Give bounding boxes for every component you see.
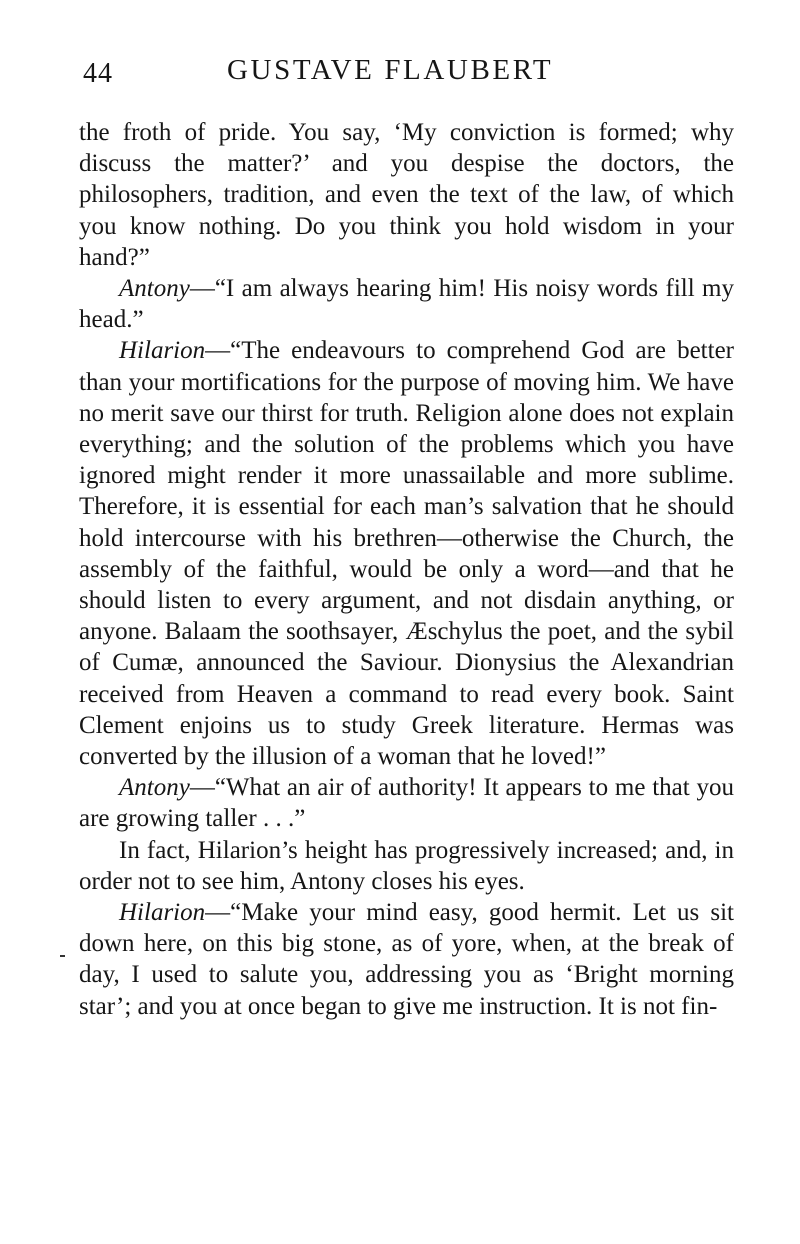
speaker-name: Hilarion bbox=[119, 337, 206, 365]
paragraph-text: —“What an air of authority! It appears to me that you are growing taller . . .” bbox=[79, 774, 734, 833]
stage-direction-paragraph bbox=[79, 835, 734, 897]
running-head: GUSTAVE FLAUBERT bbox=[227, 54, 554, 86]
page-number: 44 bbox=[83, 58, 113, 89]
dialogue-paragraph bbox=[79, 772, 734, 834]
paragraph-text: —“I am always hearing him! His noisy words fill my head.” bbox=[79, 275, 734, 334]
dialogue-paragraph bbox=[79, 273, 734, 335]
paragraph-text: In fact, Hilarion’s height has progressively increased; and, in order not to see him, Antony closes his eyes. bbox=[79, 836, 734, 895]
book-page bbox=[79, 0, 734, 1020]
dialogue-paragraph bbox=[79, 335, 734, 772]
page-body bbox=[79, 117, 734, 1022]
paragraph-text: —“Make your mind easy, good hermit. Let us sit down here, on this big stone, as of yore, when, at the break of day, I used to salute you, addressing you as ‘Bright morning star’; and you at once began to give me instruction. It is not fin- bbox=[79, 899, 734, 1020]
speaker-name: Antony bbox=[119, 275, 190, 303]
paragraph bbox=[79, 117, 734, 273]
dialogue-paragraph bbox=[79, 897, 734, 1022]
speaker-name: Antony bbox=[119, 774, 190, 802]
paragraph-text: the froth of pride. You say, ‘My conviction is formed; why discuss the matter?’ and you despise the doctors, the philosophers, tradition, and even the text of the law, of which you know nothing. Do you think you hold wisdom in your hand?” bbox=[79, 119, 734, 271]
page-header bbox=[79, 0, 734, 100]
speaker-name: Hilarion bbox=[119, 899, 206, 927]
margin-mark bbox=[60, 955, 65, 957]
paragraph-text: —“The endeavours to comprehend God are better than your mortifications for the purpose of moving him. We have no merit save our thirst for truth. Religion alone does not explain everything; and the solution of the problems which you have ignored might render it more unassailable and more sublime. Therefore, it is essential for each man’s salvation that he should hold intercourse with his brethren—otherwise the Church, the assembly of the faithful, would be only a word—and that he should listen to every argument, and not disdain anything, or anyone. Balaam the soothsayer, Æschylus the poet, and the sybil of Cumæ, announced the Saviour. Dionysius the Alexandrian received from Heaven a command to read every book. Saint Clement enjoins us to study Greek literature. Hermas was converted by the illusion of a woman that he loved!” bbox=[79, 337, 734, 771]
